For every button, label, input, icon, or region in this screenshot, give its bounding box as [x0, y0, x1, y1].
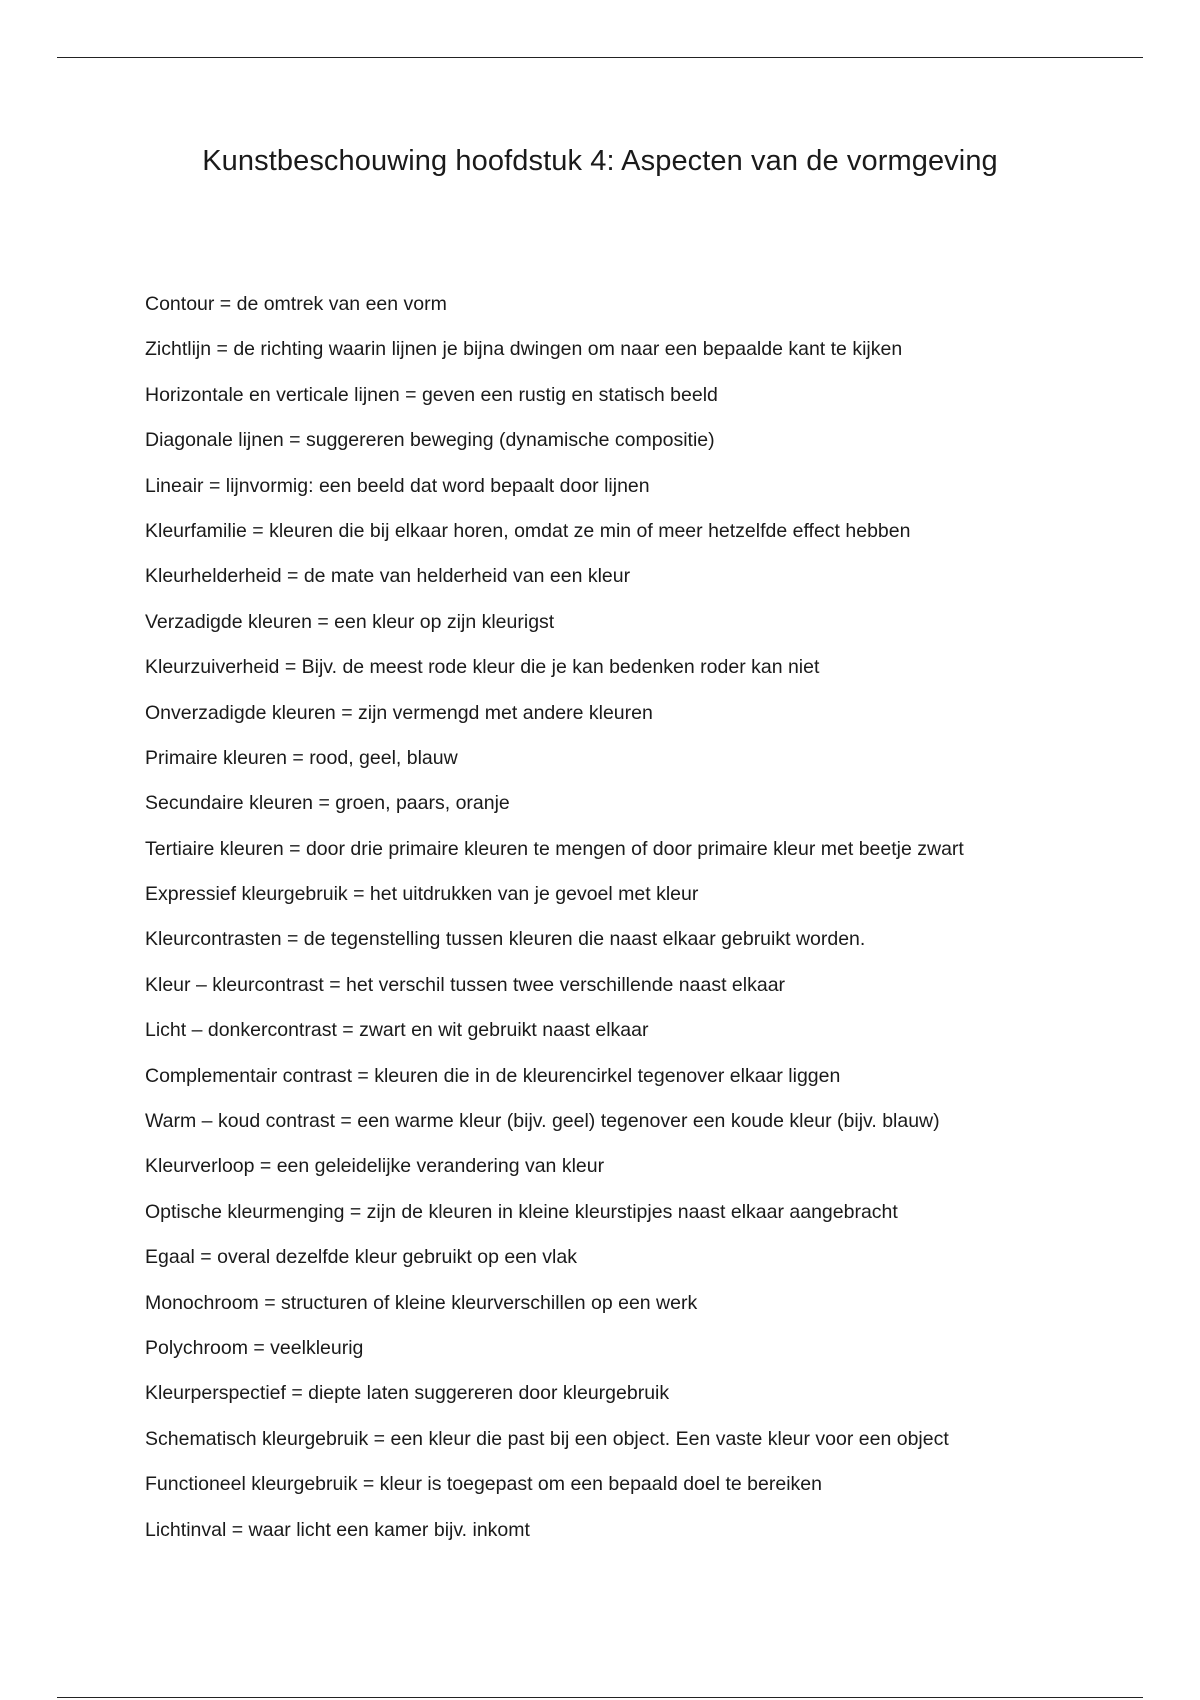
term-item: Primaire kleuren = rood, geel, blauw	[145, 746, 458, 769]
term-item: Secundaire kleuren = groen, paars, oranje	[145, 792, 510, 815]
page-title: Kunstbeschouwing hoofdstuk 4: Aspecten van de vormgeving	[202, 145, 998, 177]
term-item: Kleurhelderheid = de mate van helderheid van een kleur	[145, 565, 631, 588]
term-item: Kleurfamilie = kleuren die bij elkaar horen, omdat ze min of meer hetzelfde effect hebben	[145, 519, 911, 542]
term-item: Zichtlijn = de richting waarin lijnen je bijna dwingen om naar een bepaalde kant te kijken	[145, 338, 903, 361]
term-item: Kleurzuiverheid = Bijv. de meest rode kleur die je kan bedenken roder kan niet	[145, 656, 820, 679]
term-item: Onverzadigde kleuren = zijn vermengd met andere kleuren	[145, 701, 653, 724]
header-rule	[57, 57, 1143, 58]
term-item: Kleurcontrasten = de tegenstelling tussen kleuren die naast elkaar gebruikt worden.	[145, 928, 866, 951]
term-item: Licht – donkercontrast = zwart en wit gebruikt naast elkaar	[145, 1019, 649, 1042]
term-item: Complementair contrast = kleuren die in de kleurencirkel tegenover elkaar liggen	[145, 1064, 841, 1087]
term-item: Warm – koud contrast = een warme kleur (bijv. geel) tegenover een koude kleur (bijv. blauw)	[145, 1110, 940, 1133]
term-item: Polychroom = veelkleurig	[145, 1336, 364, 1359]
term-item: Horizontale en verticale lijnen = geven een rustig en statisch beeld	[145, 383, 718, 406]
term-item: Kleurperspectief = diepte laten suggereren door kleurgebruik	[145, 1382, 670, 1405]
term-item: Optische kleurmenging = zijn de kleuren in kleine kleurstipjes naast elkaar aangebracht	[145, 1200, 898, 1223]
term-list	[145, 294, 1145, 1565]
term-item: Kleurverloop = een geleidelijke verandering van kleur	[145, 1155, 605, 1178]
term-item: Schematisch kleurgebruik = een kleur die past bij een object. Een vaste kleur voor een object	[145, 1427, 949, 1450]
term-item: Diagonale lijnen = suggereren beweging (dynamische compositie)	[145, 429, 715, 452]
term-item: Egaal = overal dezelfde kleur gebruikt op een vlak	[145, 1246, 577, 1269]
term-item: Lichtinval = waar licht een kamer bijv. inkomt	[145, 1518, 530, 1541]
term-item: Contour = de omtrek van een vorm	[145, 293, 447, 315]
term-item: Lineair = lijnvormig: een beeld dat word bepaalt door lijnen	[145, 474, 650, 497]
term-item: Verzadigde kleuren = een kleur op zijn kleurigst	[145, 610, 555, 633]
term-item: Monochroom = structuren of kleine kleurverschillen op een werk	[145, 1291, 698, 1314]
footer-rule	[57, 1697, 1143, 1698]
term-item: Expressief kleurgebruik = het uitdrukken van je gevoel met kleur	[145, 883, 699, 906]
term-item: Tertiaire kleuren = door drie primaire kleuren te mengen of door primaire kleur met beetje zwart	[145, 837, 964, 860]
term-item: Functioneel kleurgebruik = kleur is toegepast om een bepaald doel te bereiken	[145, 1473, 822, 1496]
term-item: Kleur – kleurcontrast = het verschil tussen twee verschillende naast elkaar	[145, 973, 786, 996]
